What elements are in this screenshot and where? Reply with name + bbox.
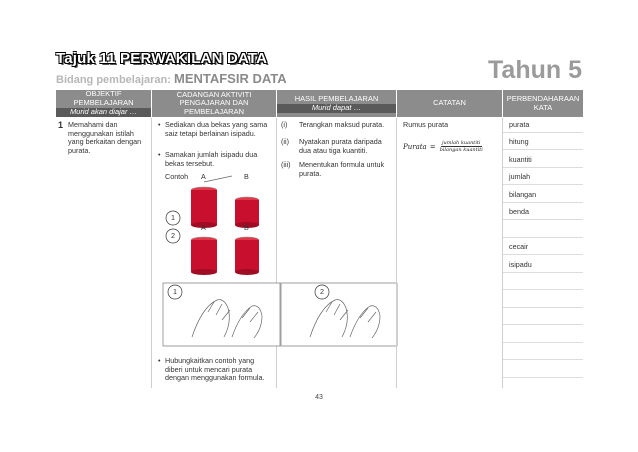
formula-fraction xyxy=(439,140,484,153)
kata-item: kuantiti xyxy=(509,155,532,164)
beaker-label-b-1: B xyxy=(244,172,249,181)
step-number-1: 1 xyxy=(171,213,175,222)
kata-item: cecair xyxy=(509,242,529,251)
cadangan-bullet-2: • Samakan jumlah isipadu dua bekas tersebut. xyxy=(165,151,273,168)
hasil-i-num: (i) xyxy=(281,120,288,129)
subject-label: Bidang pembelajaran: xyxy=(56,74,171,86)
header-objektif-line2: PEMBELAJARAN xyxy=(73,97,134,107)
step-number-2: 2 xyxy=(171,231,175,240)
row-divider xyxy=(503,219,583,220)
header-hasil-sub: Murid dapat … xyxy=(277,104,396,113)
kata-item: purata xyxy=(509,120,530,129)
row-divider xyxy=(503,324,583,325)
row-divider xyxy=(503,167,583,168)
row-divider xyxy=(503,359,583,360)
row-divider xyxy=(503,377,583,378)
header-objektif xyxy=(56,90,152,117)
kata-item: bilangan xyxy=(509,190,537,199)
objektif-number: 1 xyxy=(58,120,64,130)
col-catatan xyxy=(397,118,503,388)
row-divider xyxy=(503,149,583,150)
hand-step-number-2: 2 xyxy=(320,287,324,296)
row-divider xyxy=(503,342,583,343)
subject-line xyxy=(56,71,287,86)
catatan-rumus: Rumus purata xyxy=(403,120,449,129)
cadangan-bullet-3: • Hubungkaitkan contoh yang diberi untuk mencari purata dengan menggunakan formula. xyxy=(165,357,273,383)
row-divider xyxy=(503,237,583,238)
row-divider xyxy=(503,289,583,290)
header-objektif-line1: OBJEKTIF xyxy=(85,89,122,99)
header-hasil xyxy=(277,90,397,117)
kata-item: benda xyxy=(509,207,529,216)
beaker-a-body xyxy=(191,190,217,225)
beaker-a2-bottom xyxy=(191,269,217,275)
measure-line xyxy=(204,176,232,182)
col-objektif xyxy=(56,118,152,388)
beaker-a2-body xyxy=(191,240,217,272)
hasil-ii-num: (ii) xyxy=(281,137,289,146)
header-cadangan-line1: CADANGAN AKTIVITI xyxy=(176,89,252,99)
beaker-illustration-2 xyxy=(162,223,274,286)
kata-item: isipadu xyxy=(509,260,532,269)
header-hasil-line1: HASIL PEMBELAJARAN xyxy=(294,93,379,103)
hand-step-number-1: 1 xyxy=(173,287,177,296)
header-objektif-sub: Murid akan diajar … xyxy=(56,108,151,117)
kata-item: hitung xyxy=(509,137,529,146)
objektif-text: Memahami dan menggunakan istilah yang berkaitan dengan purata. xyxy=(68,120,142,155)
formula-purata: Purata xyxy=(403,142,427,151)
beaker-b2-bottom xyxy=(235,269,259,275)
hasil-ii-text: Nyatakan purata daripada dua atau tiga kuantiti. xyxy=(299,137,382,155)
subject-value: MENTAFSIR DATA xyxy=(173,71,287,86)
hasil-iii-num: (iii) xyxy=(281,160,291,169)
hasil-i-text: Terangkan maksud purata. xyxy=(299,120,385,129)
formula xyxy=(403,140,484,153)
col-cadangan xyxy=(152,118,277,388)
beaker-b2-body xyxy=(235,240,259,272)
year-label: Tahun 5 xyxy=(488,56,582,84)
row-divider xyxy=(503,307,583,308)
cadangan-bullet-1: • Sediakan dua bekas yang sama saiz tetapi berlainan isipadu. xyxy=(165,121,273,138)
kata-item: jumlah xyxy=(509,172,531,181)
col-hasil xyxy=(277,118,397,388)
formula-denominator: bilangan kuantiti xyxy=(439,147,483,153)
col-perbendaharaan xyxy=(503,118,583,388)
page-number: 43 xyxy=(315,394,323,401)
row-divider xyxy=(503,184,583,185)
row-divider xyxy=(503,272,583,273)
header-cadangan-line3: PEMBELAJARAN xyxy=(183,106,245,116)
header-catatan xyxy=(397,90,503,117)
contoh-label-1: Contoh xyxy=(165,172,189,181)
row-divider xyxy=(503,254,583,255)
row-divider xyxy=(503,132,583,133)
hasil-iii-text: Menentukan formula untuk purata. xyxy=(299,160,385,178)
header-catatan-line1: CATATAN xyxy=(433,98,466,108)
header-perbendaharaan xyxy=(503,90,583,117)
beaker-label-b-2: B xyxy=(244,223,249,232)
header-cadangan-line2: PENGAJARAN DAN xyxy=(179,98,249,108)
formula-equals: = xyxy=(429,142,436,151)
header-perbendaharaan-line1: PERBENDAHARAAN xyxy=(506,94,580,103)
curriculum-table xyxy=(56,90,583,388)
beaker-b-body xyxy=(235,200,259,225)
page-title: Tajuk 11 PERWAKILAN DATA xyxy=(56,50,268,67)
beaker-label-a-1: A xyxy=(201,172,206,181)
header-perbendaharaan-line2: KATA xyxy=(533,102,553,112)
formula-numerator: jumlah kuantiti xyxy=(441,140,481,146)
beaker-label-a-2: A xyxy=(201,223,206,232)
header-cadangan xyxy=(152,90,277,117)
row-divider xyxy=(503,202,583,203)
